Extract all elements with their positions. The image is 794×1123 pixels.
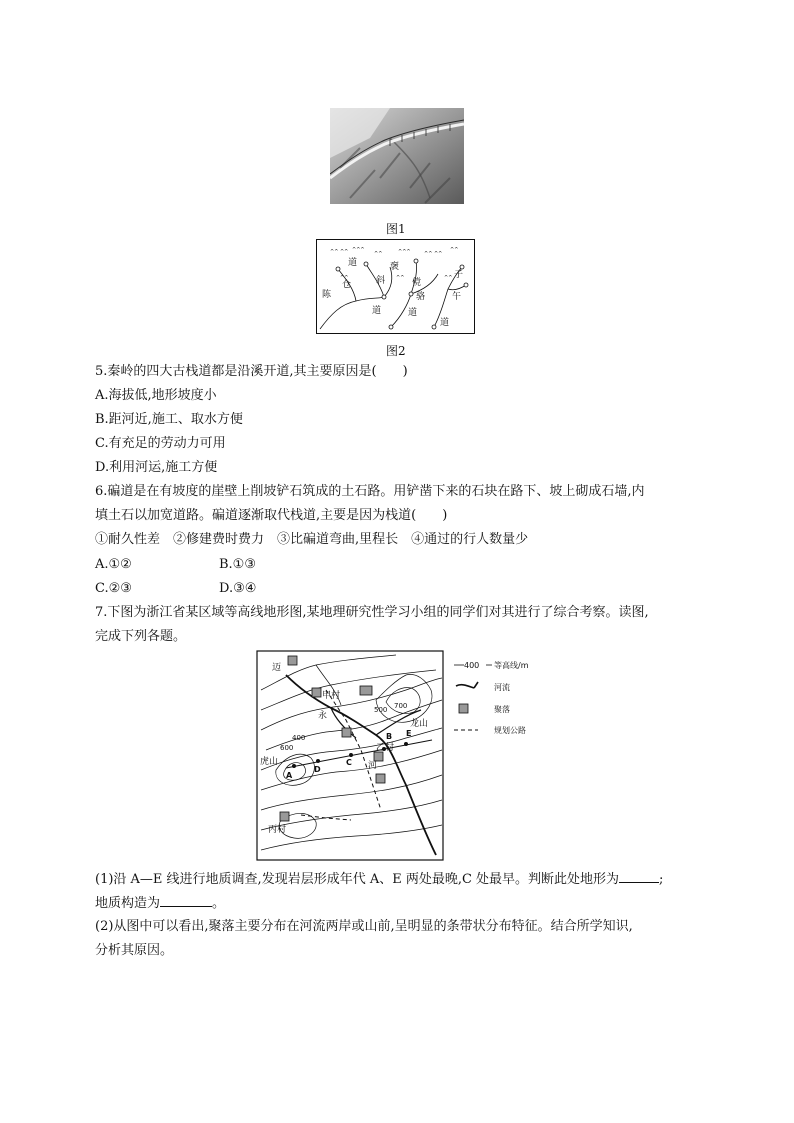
q6-statements: ①耐久性差 ②修建费时费力 ③比碥道弯曲,里程长 ④通过的行人数量少	[95, 532, 529, 547]
legend-contour-value: 400	[464, 661, 480, 670]
answer-blank-terrain[interactable]	[619, 870, 659, 883]
point-label: D	[314, 765, 321, 774]
figure-1-photo	[330, 108, 464, 204]
legend-road-label: 规划公路	[494, 726, 526, 735]
legend-contour-label: 等高线/m	[494, 661, 529, 670]
q5-option-c: C.有充足的劳动力可用	[95, 436, 226, 451]
q6-stem: 6.碥道是在有坡度的崖壁上削坡铲石筑成的土石路。用铲凿下来的石块在路下、坡上砌成石墙,内	[95, 484, 645, 499]
svg-text:^^^: ^^^	[398, 249, 411, 255]
svg-text:^^: ^^	[374, 251, 383, 257]
contour-value: 400	[292, 734, 306, 742]
map-label: 迈	[272, 663, 282, 673]
map-label: 道	[348, 258, 358, 268]
legend-settlement-label: 聚落	[494, 705, 510, 714]
map-label: 骆	[416, 292, 426, 302]
q7-sub1: (1)沿 A—E 线进行地质调查,发现岩层形成年代 A、E 两处最晚,C 处最早。判断此处地形为 ;	[95, 872, 664, 887]
figure-1-caption: 图1	[386, 222, 406, 236]
figure-2-map	[316, 239, 475, 334]
contour-value: 700	[394, 702, 408, 710]
map-label: 河	[368, 761, 378, 771]
q7-stem: 7.下图为浙江省某区域等高线地形图,某地理研究性学习小组的同学们对其进行了综合考察。读图,	[95, 605, 649, 620]
legend-river-label: 河流	[494, 683, 510, 692]
q6-stem: 填土石以加宽道路。碥道逐渐取代栈道,主要是因为栈道( )	[95, 508, 448, 523]
svg-text:^^^: ^^^	[352, 247, 365, 253]
map-label: 午	[452, 292, 462, 302]
contour-value: 600	[280, 744, 294, 752]
map-label: 永	[318, 711, 328, 721]
svg-text:^^: ^^	[444, 275, 453, 281]
q6-option-c: C.②③	[95, 581, 132, 596]
contour-value: 500	[374, 706, 388, 714]
q6-option-b: B.①③	[219, 557, 256, 572]
point-label: B	[386, 732, 393, 741]
map-label: 褒	[390, 262, 400, 272]
map-label: 仓	[342, 280, 352, 290]
map-label: 虎山	[260, 757, 279, 767]
point-label: A	[286, 771, 293, 780]
q7-sub2: (2)从图中可以看出,聚落主要分布在河流两岸或山前,呈明显的条带状分布特征。结合所学知识,	[95, 919, 633, 934]
q6-option-a: A.①②	[95, 557, 132, 572]
map-label: 陈	[322, 290, 332, 300]
map-label: 甲村	[322, 691, 341, 701]
map-label: 斜	[376, 276, 386, 286]
q5-option-d: D.利用河运,施工方便	[95, 460, 218, 475]
svg-text:^^ ^^: ^^ ^^	[330, 249, 349, 255]
figure-2-caption: 图2	[386, 344, 406, 358]
q7-stem: 完成下列各题。	[95, 629, 187, 644]
q7-sub1-line2: 地质构造为 。	[95, 896, 226, 911]
q6-option-d: D.③④	[219, 581, 257, 596]
q5-option-a: A.海拔低,地形坡度小	[95, 388, 217, 403]
q5-stem: 5.秦岭的四大古栈道都是沿溪开道,其主要原因是( )	[95, 364, 408, 379]
map-label: 道	[408, 308, 418, 318]
q7-sub1-text: (1)沿 A—E 线进行地质调查,发现岩层形成年代 A、E 两处最晚,C 处最早。判断此处地形为	[95, 872, 620, 887]
map-label: 傥	[412, 278, 422, 288]
q7-sub2-line2: 分析其原因。	[95, 943, 174, 958]
map-label: 道	[372, 306, 382, 316]
map-label: 道	[440, 318, 450, 328]
svg-text:^^ ^^: ^^ ^^	[424, 251, 443, 257]
point-label: C	[346, 758, 352, 767]
point-label: E	[406, 729, 412, 738]
map-label: 龙山	[410, 719, 429, 729]
contour-map	[256, 650, 556, 862]
svg-text:^^: ^^	[340, 275, 349, 281]
map-label: 乙村	[376, 743, 395, 753]
map-legend	[454, 660, 529, 735]
svg-text:^^: ^^	[450, 247, 459, 253]
map-label: 丙村	[268, 825, 287, 835]
map-label: 子	[454, 270, 464, 280]
answer-blank-structure[interactable]	[160, 894, 212, 907]
q5-option-b: B.距河近,施工、取水方便	[95, 412, 243, 427]
svg-text:^^: ^^	[396, 275, 405, 281]
q7-sub1-text: 地质构造为	[95, 896, 161, 911]
